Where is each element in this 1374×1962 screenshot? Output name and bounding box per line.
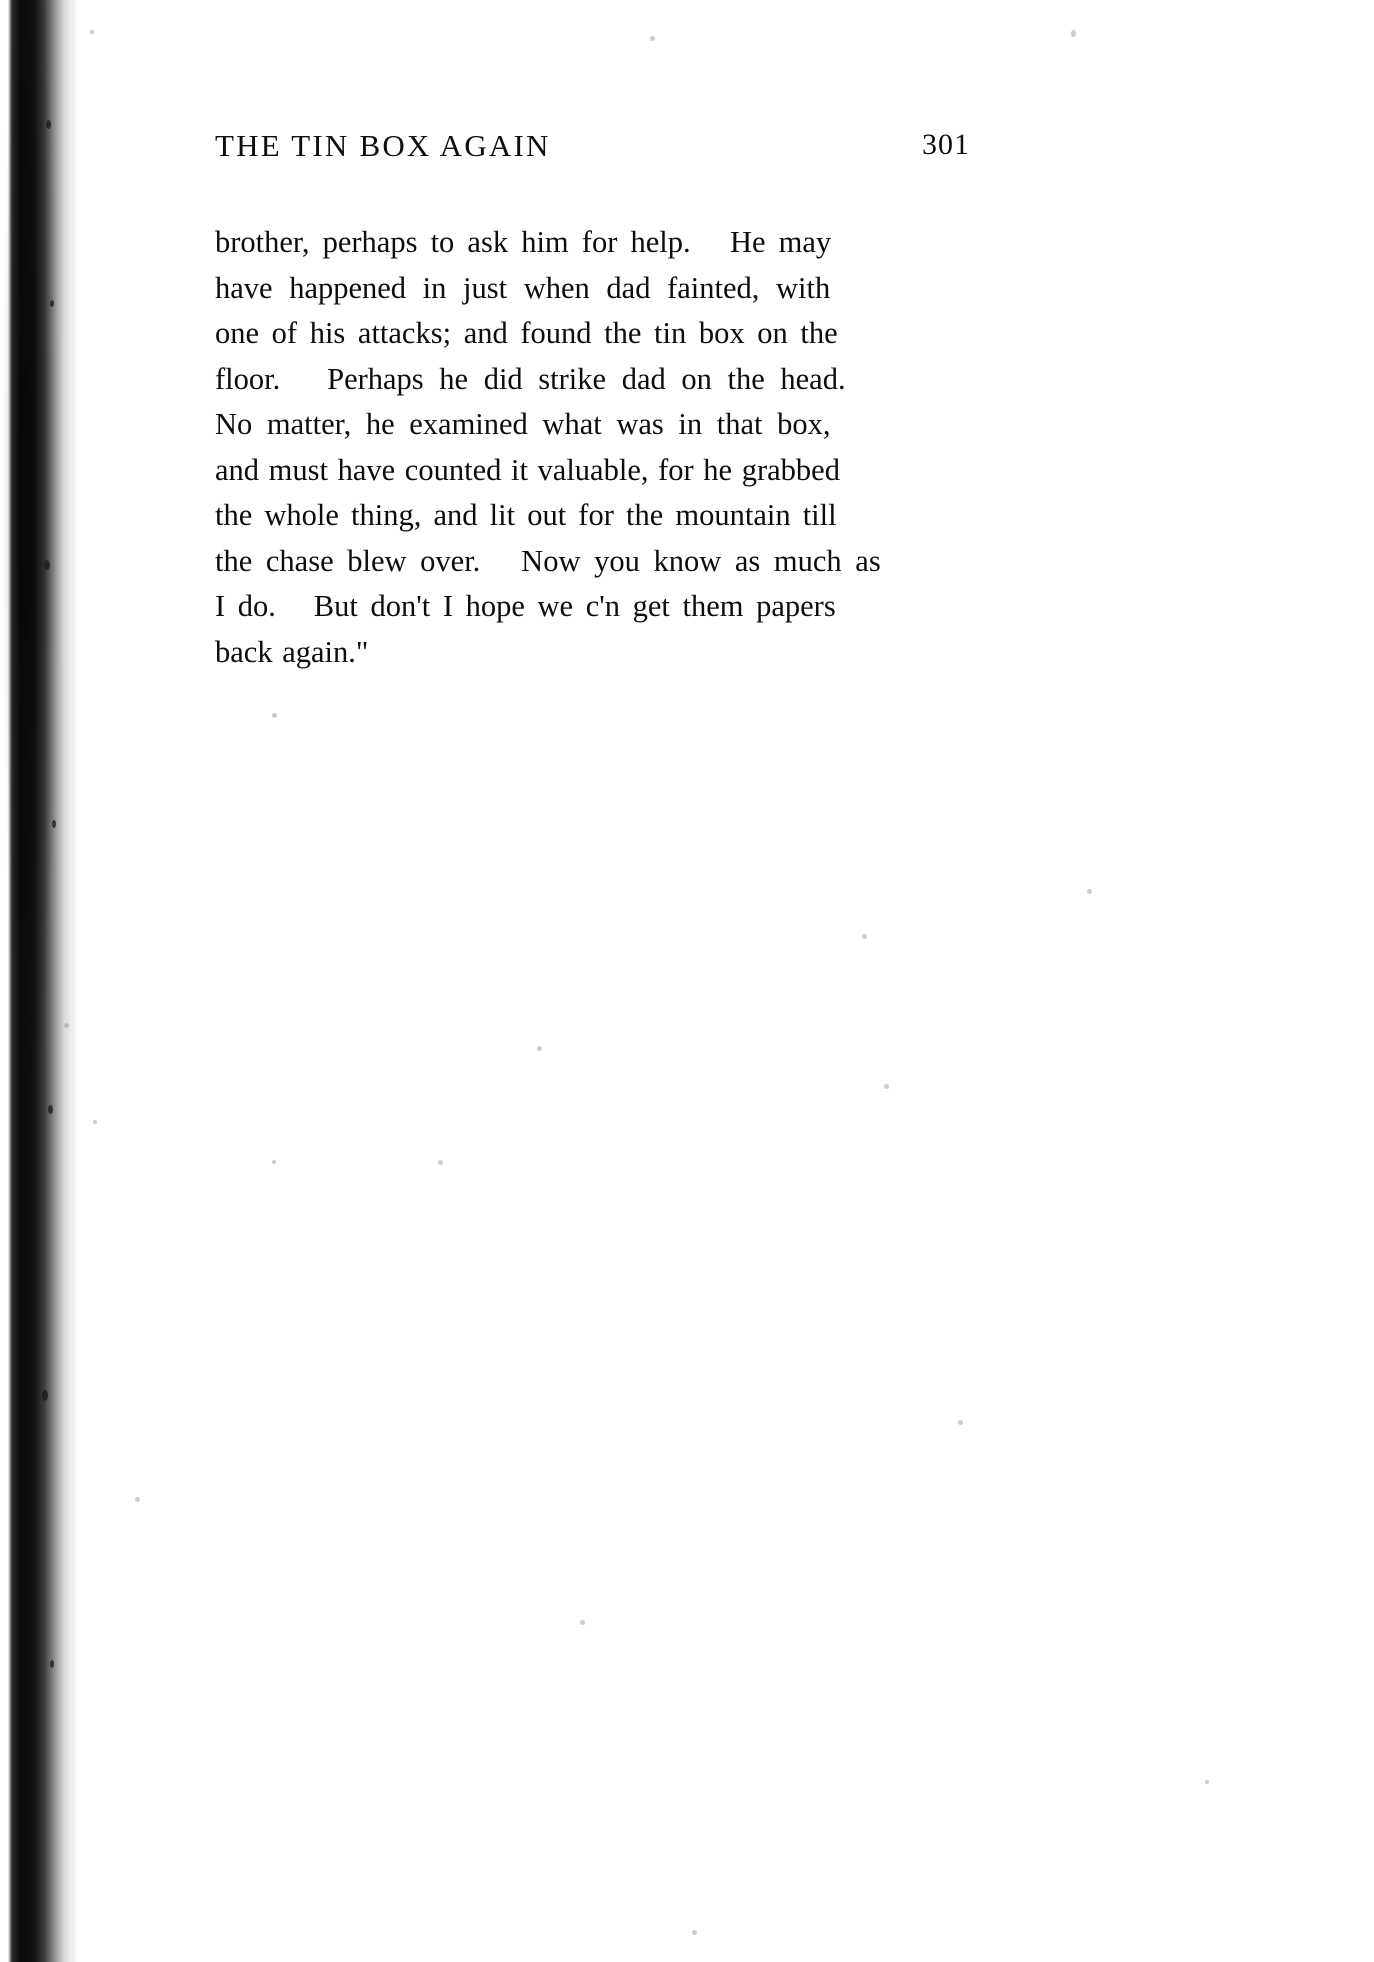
text-line: and must have counted it valuable, for he grabbed xyxy=(215,452,840,487)
text-line: I do. But don't I hope we c'n get them papers xyxy=(215,589,836,623)
text-line: brother, perhaps to ask him for help. He may xyxy=(215,225,832,259)
text-line: floor. Perhaps he did strike dad on the head. xyxy=(215,361,846,396)
text-line: one of his attacks; and found the tin box on the xyxy=(215,316,838,350)
page-number: 301 xyxy=(922,128,970,161)
page-header xyxy=(215,128,1215,164)
text-line: back again." xyxy=(215,634,369,669)
body-paragraph xyxy=(215,220,978,675)
running-head: THE TIN BOX AGAIN xyxy=(215,128,551,163)
text-line: the chase blew over. Now you know as much as xyxy=(215,543,881,578)
text-line: have happened in just when dad fainted, with xyxy=(215,270,831,305)
scan-gutter-shadow xyxy=(0,0,78,1962)
text-line: the whole thing, and lit out for the mountain till xyxy=(215,498,837,532)
text-line: No matter, he examined what was in that box, xyxy=(215,407,831,441)
